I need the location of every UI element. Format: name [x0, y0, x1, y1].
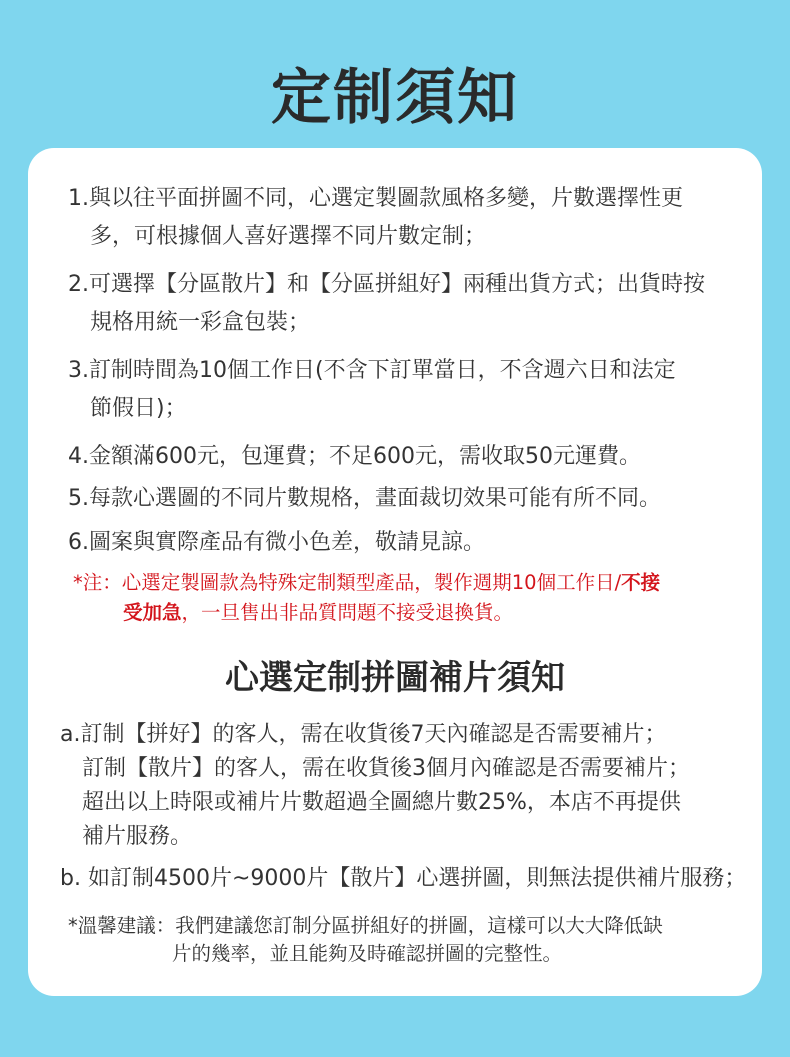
rule-3 — [68, 352, 738, 428]
rule-2-line-2: 規格用統一彩盒包裝； — [90, 310, 311, 335]
note-line-2 — [73, 598, 723, 628]
refill-a-line-1: a.訂制【拼好】的客人，需在收貨後7天內確認是否需要補片； — [60, 722, 667, 747]
notice-card — [28, 148, 762, 996]
rule-5-line-1: 5.每款心選圖的不同片數規格，畫面裁切效果可能有所不同。 — [68, 486, 661, 511]
note-line-2-rest: ，一旦售出非品質問題不接受退換貨。 — [181, 601, 514, 624]
rule-1-line-2: 多，可根據個人喜好選擇不同片數定制； — [90, 224, 487, 249]
tip-line-1: *溫馨建議：我們建議您訂制分區拼組好的拼圖，這樣可以大大降低缺 — [68, 914, 663, 937]
refill-section-b — [60, 862, 750, 896]
refill-a-line-4: 補片服務。 — [82, 824, 193, 849]
rule-6 — [68, 524, 738, 562]
refill-section-a — [60, 718, 750, 854]
rule-3-line-2: 節假日)； — [90, 396, 187, 421]
warm-tip — [68, 912, 728, 968]
note-line-1: *注：心選定製圖款為特殊定制類型產品，製作週期10個工作日/ — [73, 571, 622, 594]
note-bold-1: 不接 — [621, 571, 661, 594]
rule-4 — [68, 438, 738, 476]
tip-line-2: 片的幾率，並且能夠及時確認拼圖的完整性。 — [172, 942, 563, 965]
rule-6-line-1: 6.圖案與實際產品有微小色差，敬請見諒。 — [68, 530, 485, 555]
special-note — [73, 568, 723, 628]
refill-b-line-1: b. 如訂制4500片~9000片【散片】心選拼圖，則無法提供補片服務； — [60, 866, 747, 891]
page-title: 定制須知 — [271, 63, 519, 133]
rule-1 — [68, 180, 738, 256]
refill-a-line-2: 訂制【散片】的客人，需在收貨後3個月內確認是否需要補片； — [82, 756, 690, 781]
rule-4-line-1: 4.金額滿600元，包運費；不足600元，需收取50元運費。 — [68, 444, 641, 469]
rule-3-line-1: 3.訂制時間為10個工作日(不含下訂單當日，不含週六日和法定 — [68, 358, 676, 383]
rule-2-line-1: 2.可選擇【分區散片】和【分區拼組好】兩種出貨方式；出貨時按 — [68, 272, 705, 297]
rule-2 — [68, 266, 738, 342]
refill-a-line-3: 超出以上時限或補片片數超過全圖總片數25%，本店不再提供 — [82, 790, 681, 815]
rule-5 — [68, 480, 738, 518]
rule-1-line-1: 1.與以往平面拼圖不同，心選定製圖款風格多變，片數選擇性更 — [68, 186, 683, 211]
note-bold-2: 受加急 — [123, 601, 182, 624]
refill-subtitle: 心選定制拼圖補片須知 — [225, 658, 565, 698]
